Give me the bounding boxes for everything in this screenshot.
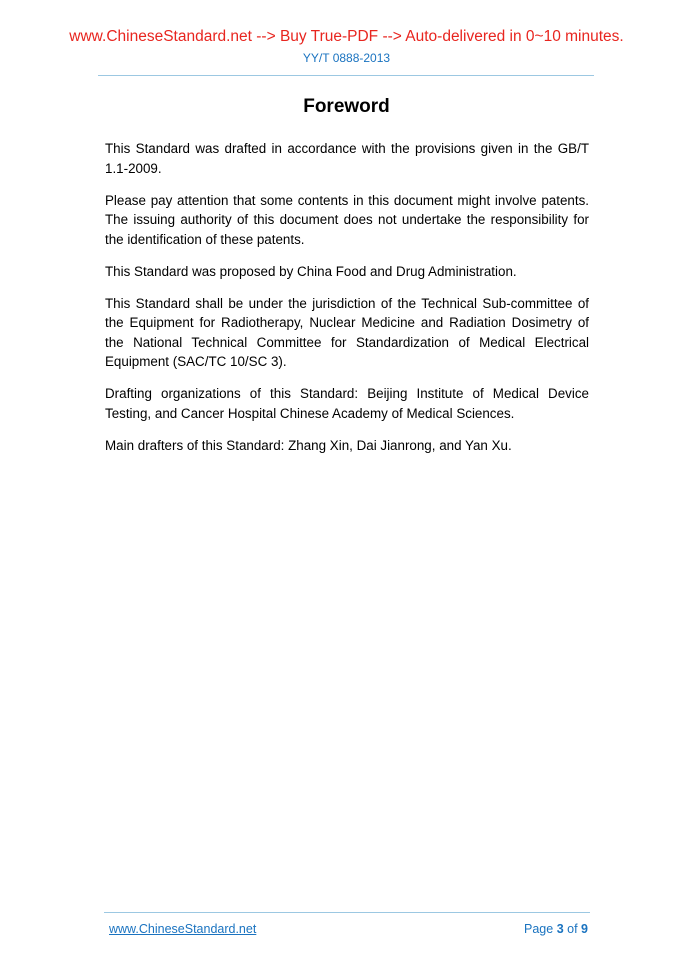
page-title: Foreword: [303, 96, 390, 117]
paragraph-proposer: This Standard was proposed by China Food and Drug Administration.: [105, 263, 517, 279]
paragraph-drafting-organizations: Drafting organizations of this Standard: Beijing Institute of Medical Device Testing, and Cancer Hospital Chinese Academy of Medical Sciences.: [105, 386, 589, 421]
foreword-body: [105, 139, 589, 468]
document-code: YY/T 0888-2013: [302, 51, 391, 65]
page-total: 9: [581, 922, 588, 936]
paragraph-drafting-provisions: This Standard was drafted in accordance with the provisions given in the GB/T 1.1-2009.: [105, 141, 589, 176]
paragraph-patents-notice: Please pay attention that some contents in this document might involve patents. The issuing authority of this document does not undertake the responsibility for the identification of these patents.: [105, 192, 589, 247]
page-current: 3: [556, 922, 564, 936]
paragraph-jurisdiction: This Standard shall be under the jurisdiction of the Technical Sub-committee of the Equipment for Radiotherapy, Nuclear Medicine and Radiation Dosimetry of the National Technical Committee for Standardization of Medical Electrical Equipment (SAC/TC 10/SC 3).: [105, 295, 589, 369]
page-prefix: Page: [524, 922, 554, 936]
header-divider: [98, 75, 594, 76]
footer-site-link[interactable]: www.ChineseStandard.net: [109, 922, 257, 936]
page-indicator: [524, 922, 588, 936]
paragraph-main-drafters: Main drafters of this Standard: Zhang Xin, Dai Jianrong, and Yan Xu.: [105, 437, 512, 453]
page-of: of: [567, 922, 578, 936]
footer-divider: [104, 912, 590, 913]
promo-banner-link[interactable]: www.ChineseStandard.net --> Buy True-PDF --> Auto-delivered in 0~10 minutes.: [69, 28, 624, 45]
